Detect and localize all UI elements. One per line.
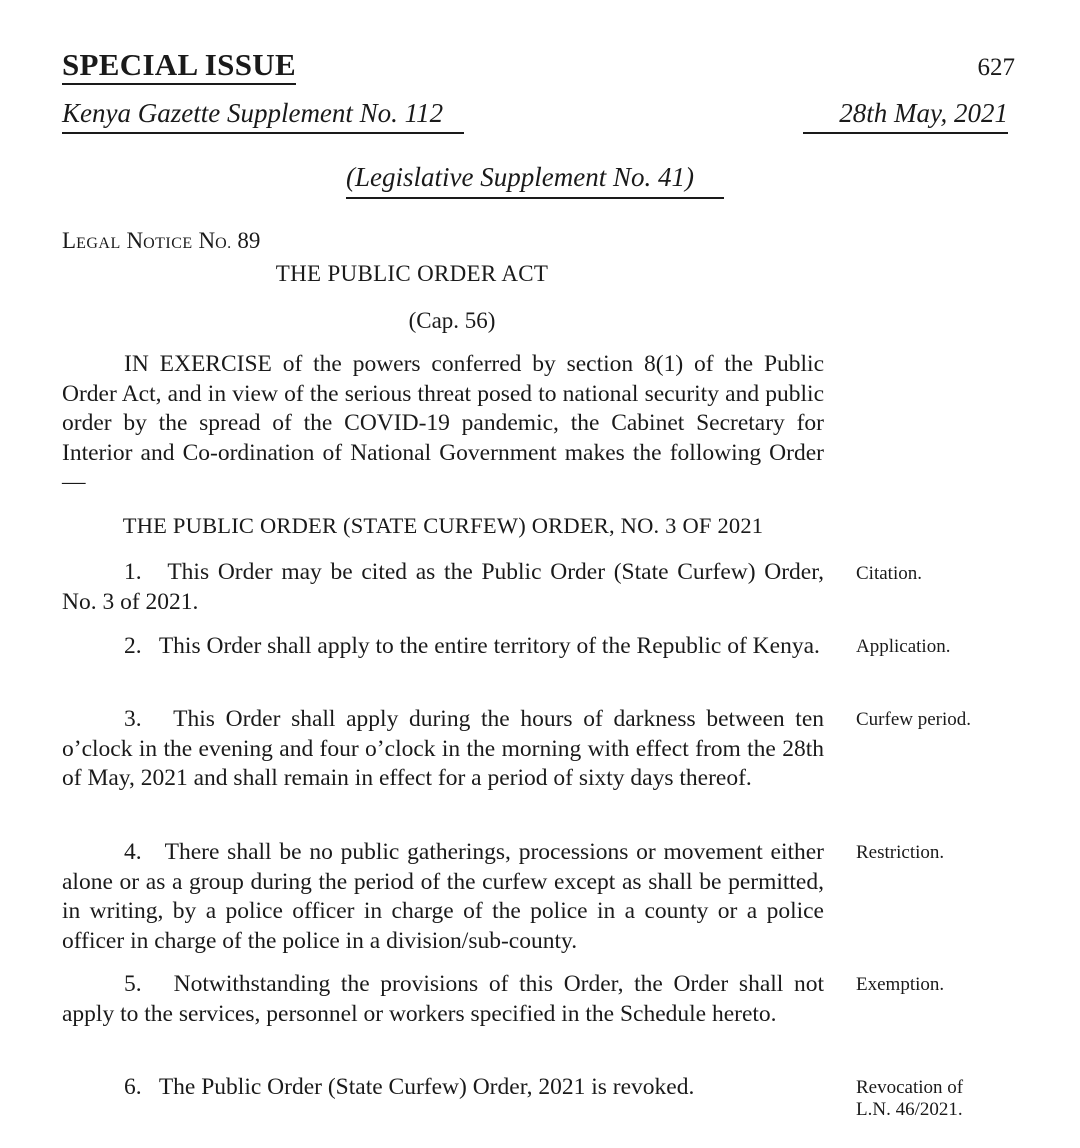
legislative-supplement: (Legislative Supplement No. 41) <box>346 162 724 199</box>
order-title: THE PUBLIC ORDER (STATE CURFEW) ORDER, NO. 3 OF 2021 <box>122 513 764 538</box>
margin-note-line: L.N. 46/2021. <box>856 1099 963 1120</box>
publication-date: 28th May, 2021 <box>803 98 1008 134</box>
paragraph-number: 5. <box>124 971 142 997</box>
act-title: THE PUBLIC ORDER ACT <box>275 261 549 286</box>
paragraph-number: 1. <box>124 559 142 585</box>
paragraph-2 <box>62 632 824 662</box>
act-chapter: (Cap. 56) <box>408 308 496 333</box>
paragraph-text: There shall be no public gatherings, processions or movement either alone or as a group during the period of the curfew except as shall be permitted, in writing, by a police officer in charge of the police in a county or a police officer in charge of the police in a division/sub-county. <box>62 839 825 954</box>
paragraph-text: This Order shall apply during the hours of darkness between ten o’clock in the evening and four o’clock in the morning with effect from the 28th of May, 2021 and shall remain in effect for a period of sixty days thereof. <box>62 706 824 791</box>
margin-note-citation: Citation. <box>856 563 922 584</box>
paragraph-text: The Public Order (State Curfew) Order, 2021 is revoked. <box>158 1074 695 1100</box>
paragraph-number: 3. <box>124 706 142 732</box>
paragraph-5 <box>62 970 824 1029</box>
margin-note-restriction: Restriction. <box>856 842 945 863</box>
paragraph-number: 4. <box>124 839 142 865</box>
legal-notice-number: LEGAL NOTICE NO. 89 <box>62 228 261 253</box>
margin-note-curfew-period: Curfew period. <box>856 709 972 730</box>
gazette-supplement-title: Kenya Gazette Supplement No. 112 <box>62 98 464 134</box>
special-issue-heading: SPECIAL ISSUE <box>62 48 296 85</box>
margin-note-exemption: Exemption. <box>856 974 945 995</box>
paragraph-text: Notwithstanding the provisions of this Order, the Order shall not apply to the services, personnel or workers specified in the Schedule hereto. <box>62 971 824 1027</box>
margin-note-application: Application. <box>856 636 951 657</box>
paragraph-text: This Order may be cited as the Public Order (State Curfew) Order, No. 3 of 2021. <box>62 559 825 615</box>
paragraph-3 <box>62 705 824 794</box>
paragraph-number: 6. <box>124 1074 142 1100</box>
paragraph-text: This Order shall apply to the entire territory of the Republic of Kenya. <box>158 633 820 659</box>
page-number: 627 <box>977 54 1015 81</box>
paragraph-4 <box>62 838 824 956</box>
preamble: IN EXERCISE of the powers conferred by section 8(1) of the Public Order Act, and in view of the serious threat posed to national security and public order by the spread of the COVID-19 pandemic, the Cabinet Secretary for Interior and Co-ordination of National Government makes the following Order— <box>62 351 824 495</box>
paragraph-1 <box>62 558 824 617</box>
paragraph-number: 2. <box>124 633 142 659</box>
margin-note-line: Revocation of <box>856 1077 964 1098</box>
paragraph-6 <box>62 1073 824 1103</box>
margin-note-revocation <box>856 1077 963 1121</box>
